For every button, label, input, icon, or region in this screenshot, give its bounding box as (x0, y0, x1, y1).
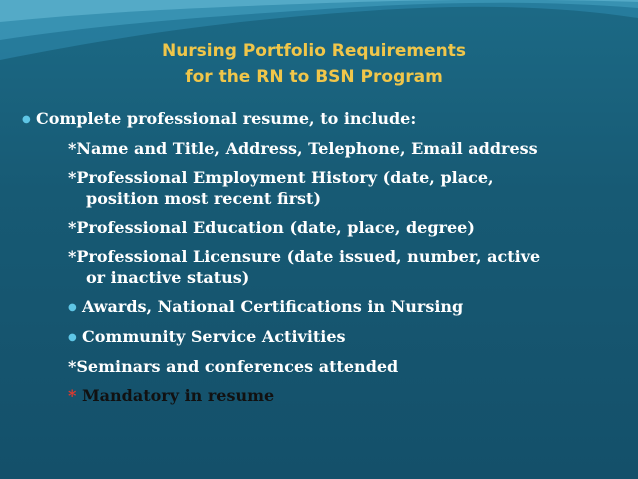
sub-bullet (22, 292, 622, 322)
bullet-icon: ● (22, 114, 31, 125)
bullet-icon: ● (68, 332, 77, 343)
resume-item: *Name and Title, Address, Telephone, Email address (68, 139, 538, 158)
main-bullet (22, 104, 622, 134)
title-line-1: Nursing Portfolio Requirements (161, 41, 467, 61)
seminars-item: *Seminars and conferences attended (68, 357, 399, 376)
resume-item-continuation: position most recent first) (86, 189, 322, 208)
sub-bullet-text: Community Service Activities (82, 327, 346, 346)
mandatory-star: * (68, 386, 77, 405)
bullet-icon: ● (68, 302, 77, 313)
resume-item: *Professional Licensure (date issued, number, active (68, 247, 541, 266)
mandatory-note (22, 381, 622, 410)
resume-item: *Professional Education (date, place, degree) (68, 218, 475, 237)
sub-bullet (22, 322, 622, 352)
slide-content (22, 104, 622, 410)
resume-item-continuation: or inactive status) (86, 268, 250, 287)
title-line-2: for the RN to BSN Program (185, 67, 443, 87)
slide-title (0, 38, 628, 90)
mandatory-text: Mandatory in resume (81, 386, 275, 405)
sub-bullet-text: Awards, National Certifications in Nursing (82, 297, 464, 316)
resume-item: *Professional Employment History (date, place, (68, 168, 494, 187)
main-bullet-text: Complete professional resume, to include: (36, 109, 417, 128)
